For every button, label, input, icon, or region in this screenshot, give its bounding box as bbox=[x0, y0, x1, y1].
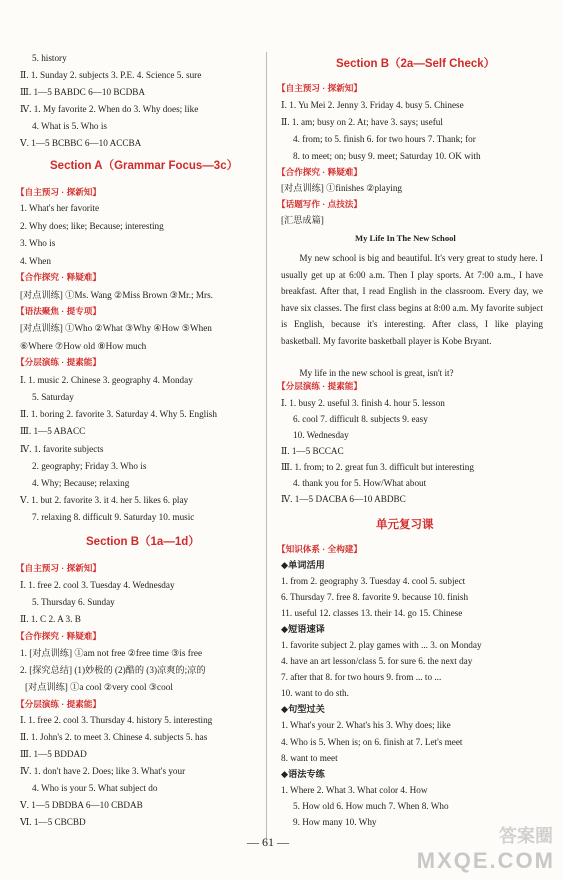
answer-line: Ⅰ. 1. busy 2. useful 3. finish 4. hour 5. lesson bbox=[281, 398, 445, 408]
answer-line: Ⅱ. 1—5 BCCAC bbox=[281, 446, 344, 456]
section-tag: 【分层演练 · 提素能】 bbox=[16, 357, 101, 367]
answer-line: Ⅰ. 1. free 2. cool 3. Tuesday 4. Wednesday bbox=[20, 580, 175, 590]
column-divider bbox=[266, 52, 267, 842]
answer-line: Ⅳ. 1. don't have 2. Does; like 3. What's your bbox=[20, 766, 186, 776]
answer-line: 5. How old 6. How much 7. When 8. Who bbox=[293, 801, 449, 811]
answer-line: ⑥Where ⑦How old ⑧How much bbox=[20, 341, 147, 351]
answer-line: 1. from 2. geography 3. Tuesday 4. cool 5. subject bbox=[281, 576, 466, 586]
section-tag: 【分层演练 · 提素能】 bbox=[277, 381, 362, 391]
section-tag: 【语法聚焦 · 提专项】 bbox=[16, 306, 101, 316]
answer-line: Ⅰ. 1. Yu Mei 2. Jenny 3. Friday 4. busy 5. Chinese bbox=[281, 100, 464, 110]
answer-line: Ⅲ. 1. from; to 2. great fun 3. difficult but interesting bbox=[281, 462, 474, 472]
page-number: — 61 — bbox=[247, 835, 289, 849]
answer-line: 4. What is 5. Who is bbox=[32, 121, 107, 131]
answer-line: 3. Who is bbox=[20, 238, 56, 248]
answer-line: 4. Who is 5. When is; on 6. finish at 7. Let's meet bbox=[281, 737, 463, 747]
section-heading: Section B（2a—Self Check） bbox=[336, 58, 496, 70]
answer-line: 10. Wednesday bbox=[293, 430, 349, 440]
section-tag: 【合作探究 · 释疑难】 bbox=[16, 272, 101, 282]
answer-line: 1. Where 2. What 3. What color 4. How bbox=[281, 785, 428, 795]
answer-line: Ⅰ. 1. music 2. Chinese 3. geography 4. Monday bbox=[20, 375, 193, 385]
essay-body: My new school is big and beautiful. It's very great to study here. I usually get up at 6:00 a.m. Then I play sports. At 7:00 a.m., I have breakfast. After that, I read English in the classroom. Every day, we have six classes. The first class begins at 8:00 a.m. My favorite subject is English, because it's interesting. After class, I like playing basketball. My favorite basketball player is Kobe Bryant. bbox=[281, 253, 543, 346]
answer-line: Ⅱ. 1. am; busy on 2. At; have 3. says; useful bbox=[281, 117, 443, 127]
section-tag: 【自主预习 · 探新知】 bbox=[277, 83, 362, 93]
answer-line: 1. favorite subject 2. play games with ... 3. on Monday bbox=[281, 640, 482, 650]
answer-line: 10. want to do sth. bbox=[281, 688, 349, 698]
subsection-heading: ◆短语速译 bbox=[281, 624, 325, 634]
answer-line: 4. Who is your 5. What subject do bbox=[32, 783, 158, 793]
answer-line: Ⅱ. 1. John's 2. to meet 3. Chinese 4. subjects 5. has bbox=[20, 732, 208, 742]
answer-line: 2. geography; Friday 3. Who is bbox=[32, 461, 147, 471]
answer-line: 8. want to meet bbox=[281, 753, 338, 763]
answer-line: Ⅴ. 1—5 BCBBC 6—10 ACCBA bbox=[20, 138, 142, 148]
answer-line: 2. [探究总结] (1)妙极的 (2)酷的 (3)凉爽的;凉的 bbox=[20, 665, 206, 675]
answer-line: Ⅲ. 1—5 BDDAD bbox=[20, 749, 87, 759]
answer-line: 11. useful 12. classes 13. their 14. go 15. Chinese bbox=[281, 608, 463, 618]
answer-line: My Life In The New School bbox=[355, 233, 456, 243]
answer-line: Ⅳ. 1. My favorite 2. When do 3. Why does; like bbox=[20, 104, 199, 114]
section-heading: Section B（1a—1d） bbox=[86, 536, 200, 548]
answer-line: 4. Why; Because; relaxing bbox=[32, 478, 130, 488]
answer-line: 6. Thursday 7. free 8. favorite 9. because 10. finish bbox=[281, 592, 469, 602]
answer-line: Ⅱ. 1. boring 2. favorite 3. Saturday 4. Why 5. English bbox=[20, 409, 217, 419]
section-tag: 【自主预习 · 探新知】 bbox=[16, 563, 101, 573]
answer-line: [对点训练] ①Who ②What ③Why ④How ⑤When bbox=[20, 323, 212, 333]
answer-line: 4. have an art lesson/class 5. for sure 6. the next day bbox=[281, 656, 473, 666]
section-tag: 【知识体系 · 全构建】 bbox=[277, 544, 362, 554]
answer-line: 4. thank you for 5. How/What about bbox=[293, 478, 427, 488]
answer-line: 7. after that 8. for two hours 9. from ... to ... bbox=[281, 672, 442, 682]
section-tag: 【自主预习 · 探新知】 bbox=[16, 187, 101, 197]
answer-line: 2. Why does; like; Because; interesting bbox=[20, 221, 164, 231]
answer-line: 8. to meet; on; busy 9. meet; Saturday 10. OK with bbox=[293, 151, 481, 161]
answer-line: 4. from; to 5. finish 6. for two hours 7. Thank; for bbox=[293, 134, 476, 144]
answer-line: Ⅱ. 1. Sunday 2. subjects 3. P.E. 4. Science 5. sure bbox=[20, 70, 202, 80]
answer-line: 4. When bbox=[20, 256, 51, 266]
section-tag: 【合作探究 · 释疑难】 bbox=[16, 631, 101, 641]
section-tag: 【合作探究 · 释疑难】 bbox=[277, 167, 362, 177]
section-heading: 单元复习课 bbox=[376, 519, 434, 531]
answer-line: Ⅳ. 1. favorite subjects bbox=[20, 444, 104, 454]
answer-line: Ⅳ. 1—5 DACBA 6—10 ABDBC bbox=[281, 494, 406, 504]
answer-line: 7. relaxing 8. difficult 9. Saturday 10. music bbox=[32, 512, 195, 522]
answer-line: Ⅲ. 1—5 BABDC 6—10 BCDBA bbox=[20, 87, 145, 97]
answer-line: 1. What's her favorite bbox=[20, 203, 100, 213]
watermark: MXQE.COM bbox=[416, 848, 555, 873]
subsection-heading: ◆语法专练 bbox=[281, 769, 325, 779]
answer-line: 1. What's your 2. What's his 3. Why does; like bbox=[281, 720, 451, 730]
section-heading: Section A（Grammar Focus—3c） bbox=[50, 160, 239, 172]
subsection-heading: ◆单词活用 bbox=[281, 560, 325, 570]
answer-line: 5. history bbox=[32, 53, 67, 63]
answer-line: 1. [对点训练] ①am not free ②free time ③is free bbox=[20, 648, 203, 658]
watermark-logo: 答案圈 bbox=[499, 826, 553, 847]
answer-line: [对点训练] ①finishes ②playing bbox=[281, 183, 403, 193]
answer-line: Ⅴ. 1. but 2. favorite 3. it 4. her 5. likes 6. play bbox=[20, 495, 189, 505]
answer-line: 6. cool 7. difficult 8. subjects 9. easy bbox=[293, 414, 428, 424]
answer-line: Ⅵ. 1—5 CBCBD bbox=[20, 817, 86, 827]
answer-line: [对点训练] ①Ms. Wang ②Miss Brown ③Mr.; Mrs. bbox=[20, 290, 213, 300]
section-tag: 【分层演练 · 提素能】 bbox=[16, 699, 101, 709]
subsection-heading: ◆句型过关 bbox=[281, 704, 325, 714]
answer-line: 5. Thursday 6. Sunday bbox=[32, 597, 115, 607]
section-tag: 【话题写作 · 点技法】 bbox=[277, 199, 362, 209]
answer-line: [汇思成篇] bbox=[281, 215, 324, 225]
answer-line: [对点训练] ①a cool ②very cool ③cool bbox=[25, 682, 173, 692]
answer-line: Ⅰ. 1. free 2. cool 3. Thursday 4. history 5. interesting bbox=[20, 715, 213, 725]
answer-line: 9. How many 10. Why bbox=[293, 817, 377, 827]
answer-line: Ⅲ. 1—5 ABACC bbox=[20, 426, 86, 436]
answer-line: Ⅱ. 1. C 2. A 3. B bbox=[20, 614, 81, 624]
answer-line: Ⅴ. 1—5 DBDBA 6—10 CBDAB bbox=[20, 800, 143, 810]
answer-line: 5. Saturday bbox=[32, 392, 74, 402]
essay-closing: My life in the new school is great, isn't it? bbox=[299, 368, 454, 378]
